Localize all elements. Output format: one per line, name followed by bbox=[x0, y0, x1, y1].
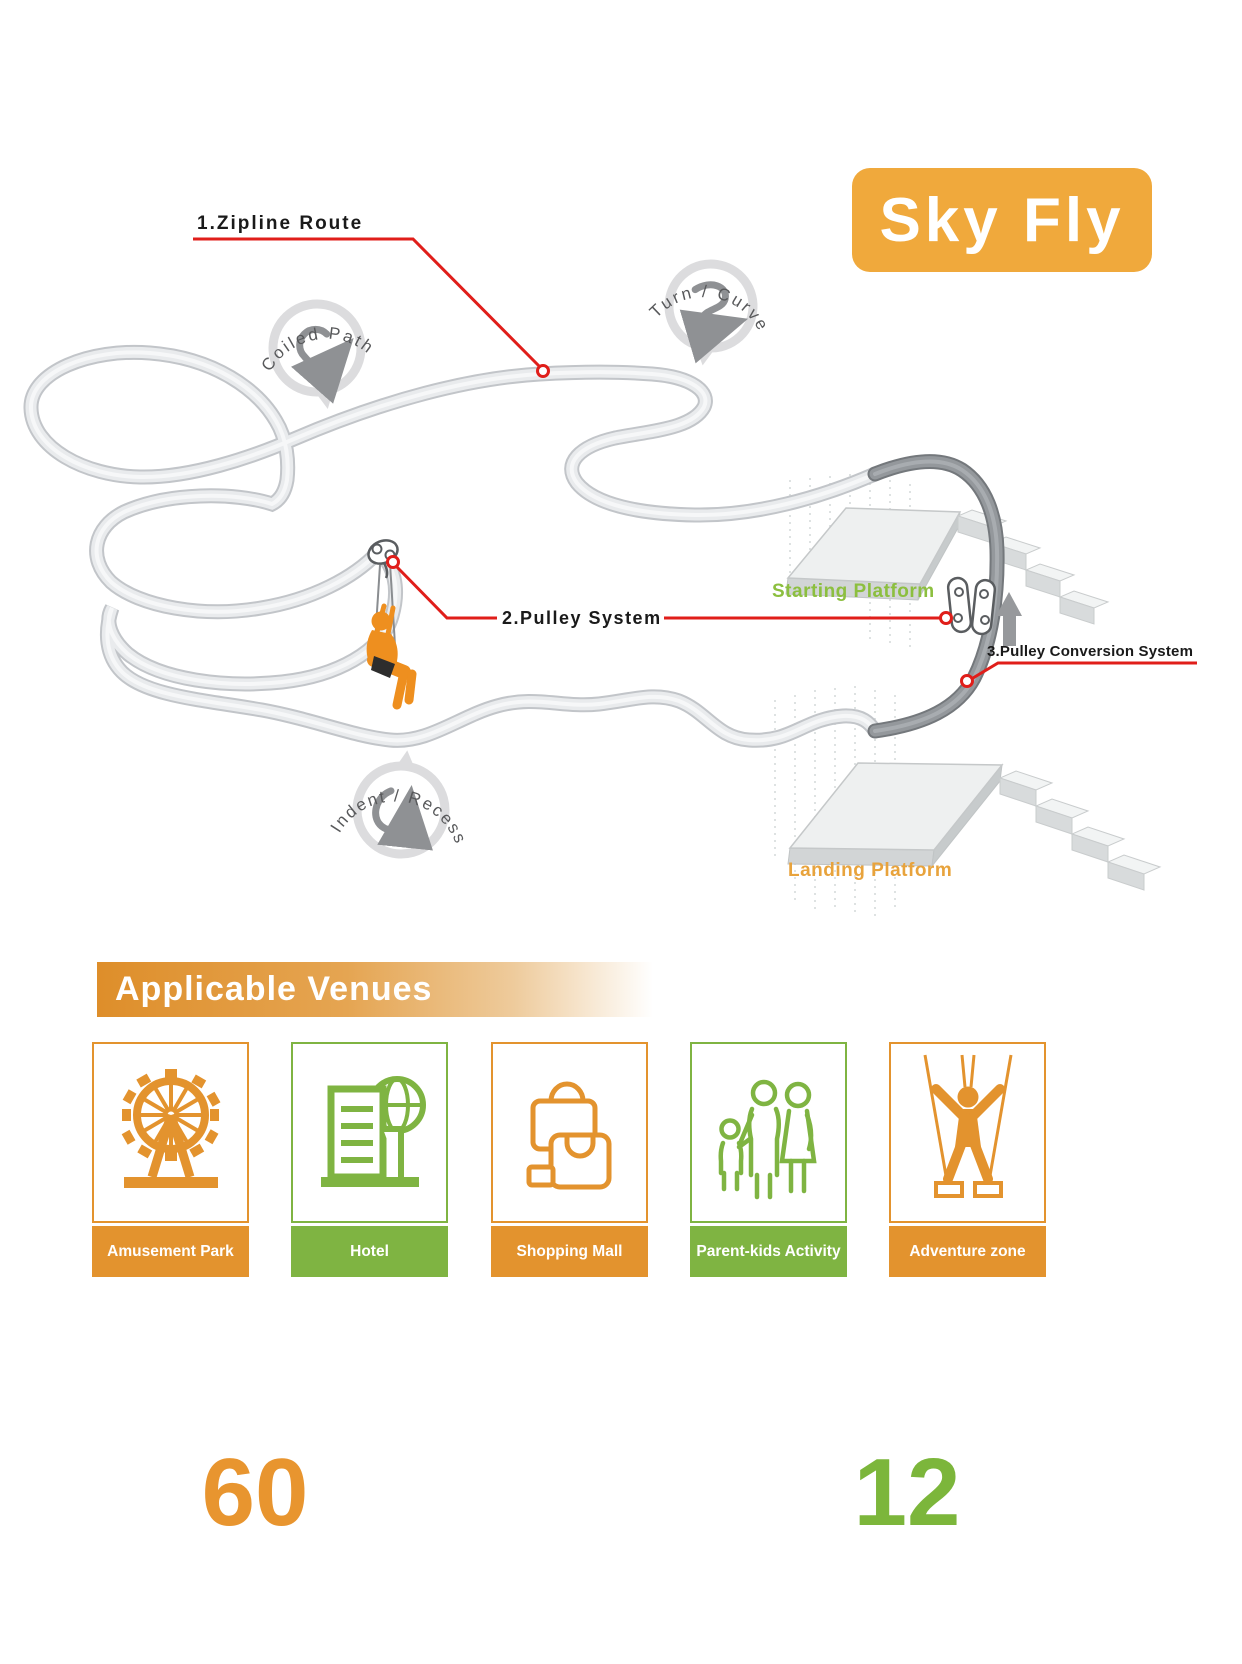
zipline-route-label: 1.Zipline Route bbox=[197, 213, 364, 234]
shopping-bags-icon bbox=[507, 1053, 633, 1213]
rider-figure bbox=[367, 606, 412, 705]
venue-label: Hotel bbox=[291, 1226, 448, 1277]
venue-label: Parent-kids Activity bbox=[690, 1226, 847, 1277]
venue-card-parent-kids bbox=[690, 1042, 847, 1277]
venue-icon-box bbox=[889, 1042, 1046, 1223]
venue-label: Adventure zone bbox=[889, 1226, 1046, 1277]
venue-label: Shopping Mall bbox=[491, 1226, 648, 1277]
landing-platform-label: Landing Platform bbox=[788, 860, 953, 881]
venue-label: Amusement Park bbox=[92, 1226, 249, 1277]
hotel-building-icon bbox=[307, 1053, 433, 1213]
badge-indent-recess bbox=[324, 743, 479, 862]
venue-icon-box bbox=[92, 1042, 249, 1223]
badge-label: Turn / Curve bbox=[645, 282, 774, 336]
conversion-marker-dot bbox=[941, 613, 952, 624]
pulley-conversion-device bbox=[947, 577, 996, 635]
pulley-system-label: 2.Pulley System bbox=[502, 608, 662, 628]
harness-figure-icon bbox=[905, 1053, 1031, 1213]
route-marker-dot bbox=[538, 366, 549, 377]
venue-card-shopping-mall bbox=[491, 1042, 648, 1277]
badge-label: Coiled Path bbox=[257, 323, 379, 375]
venue-icon-box bbox=[491, 1042, 648, 1223]
starting-platform-label: Starting Platform bbox=[772, 581, 935, 602]
logo-text: Sky Fly bbox=[879, 185, 1125, 255]
venue-card-hotel bbox=[291, 1042, 448, 1277]
starting-platform bbox=[786, 508, 1108, 624]
venue-icon-box bbox=[690, 1042, 847, 1223]
badge-label: Indent / Recess bbox=[326, 786, 471, 848]
pulley-conversion-label: 3.Pulley Conversion System bbox=[987, 643, 1194, 660]
stat-value-12: 12 bbox=[853, 1439, 961, 1546]
pulley-marker-dot bbox=[388, 557, 399, 568]
venue-card-adventure-zone bbox=[889, 1042, 1046, 1277]
stat-value-60: 60 bbox=[201, 1439, 309, 1546]
venue-card-amusement-park bbox=[92, 1042, 249, 1277]
applicable-venues-header bbox=[97, 962, 653, 1017]
rail-marker-dot bbox=[962, 676, 973, 687]
family-icon bbox=[706, 1053, 832, 1213]
venues-header-text: Applicable Venues bbox=[115, 970, 433, 1008]
zipline-track bbox=[31, 352, 875, 740]
venue-icon-box bbox=[291, 1042, 448, 1223]
ferris-wheel-icon bbox=[108, 1053, 234, 1213]
sky-fly-logo bbox=[852, 168, 1152, 272]
badge-turn-curve bbox=[639, 255, 780, 374]
